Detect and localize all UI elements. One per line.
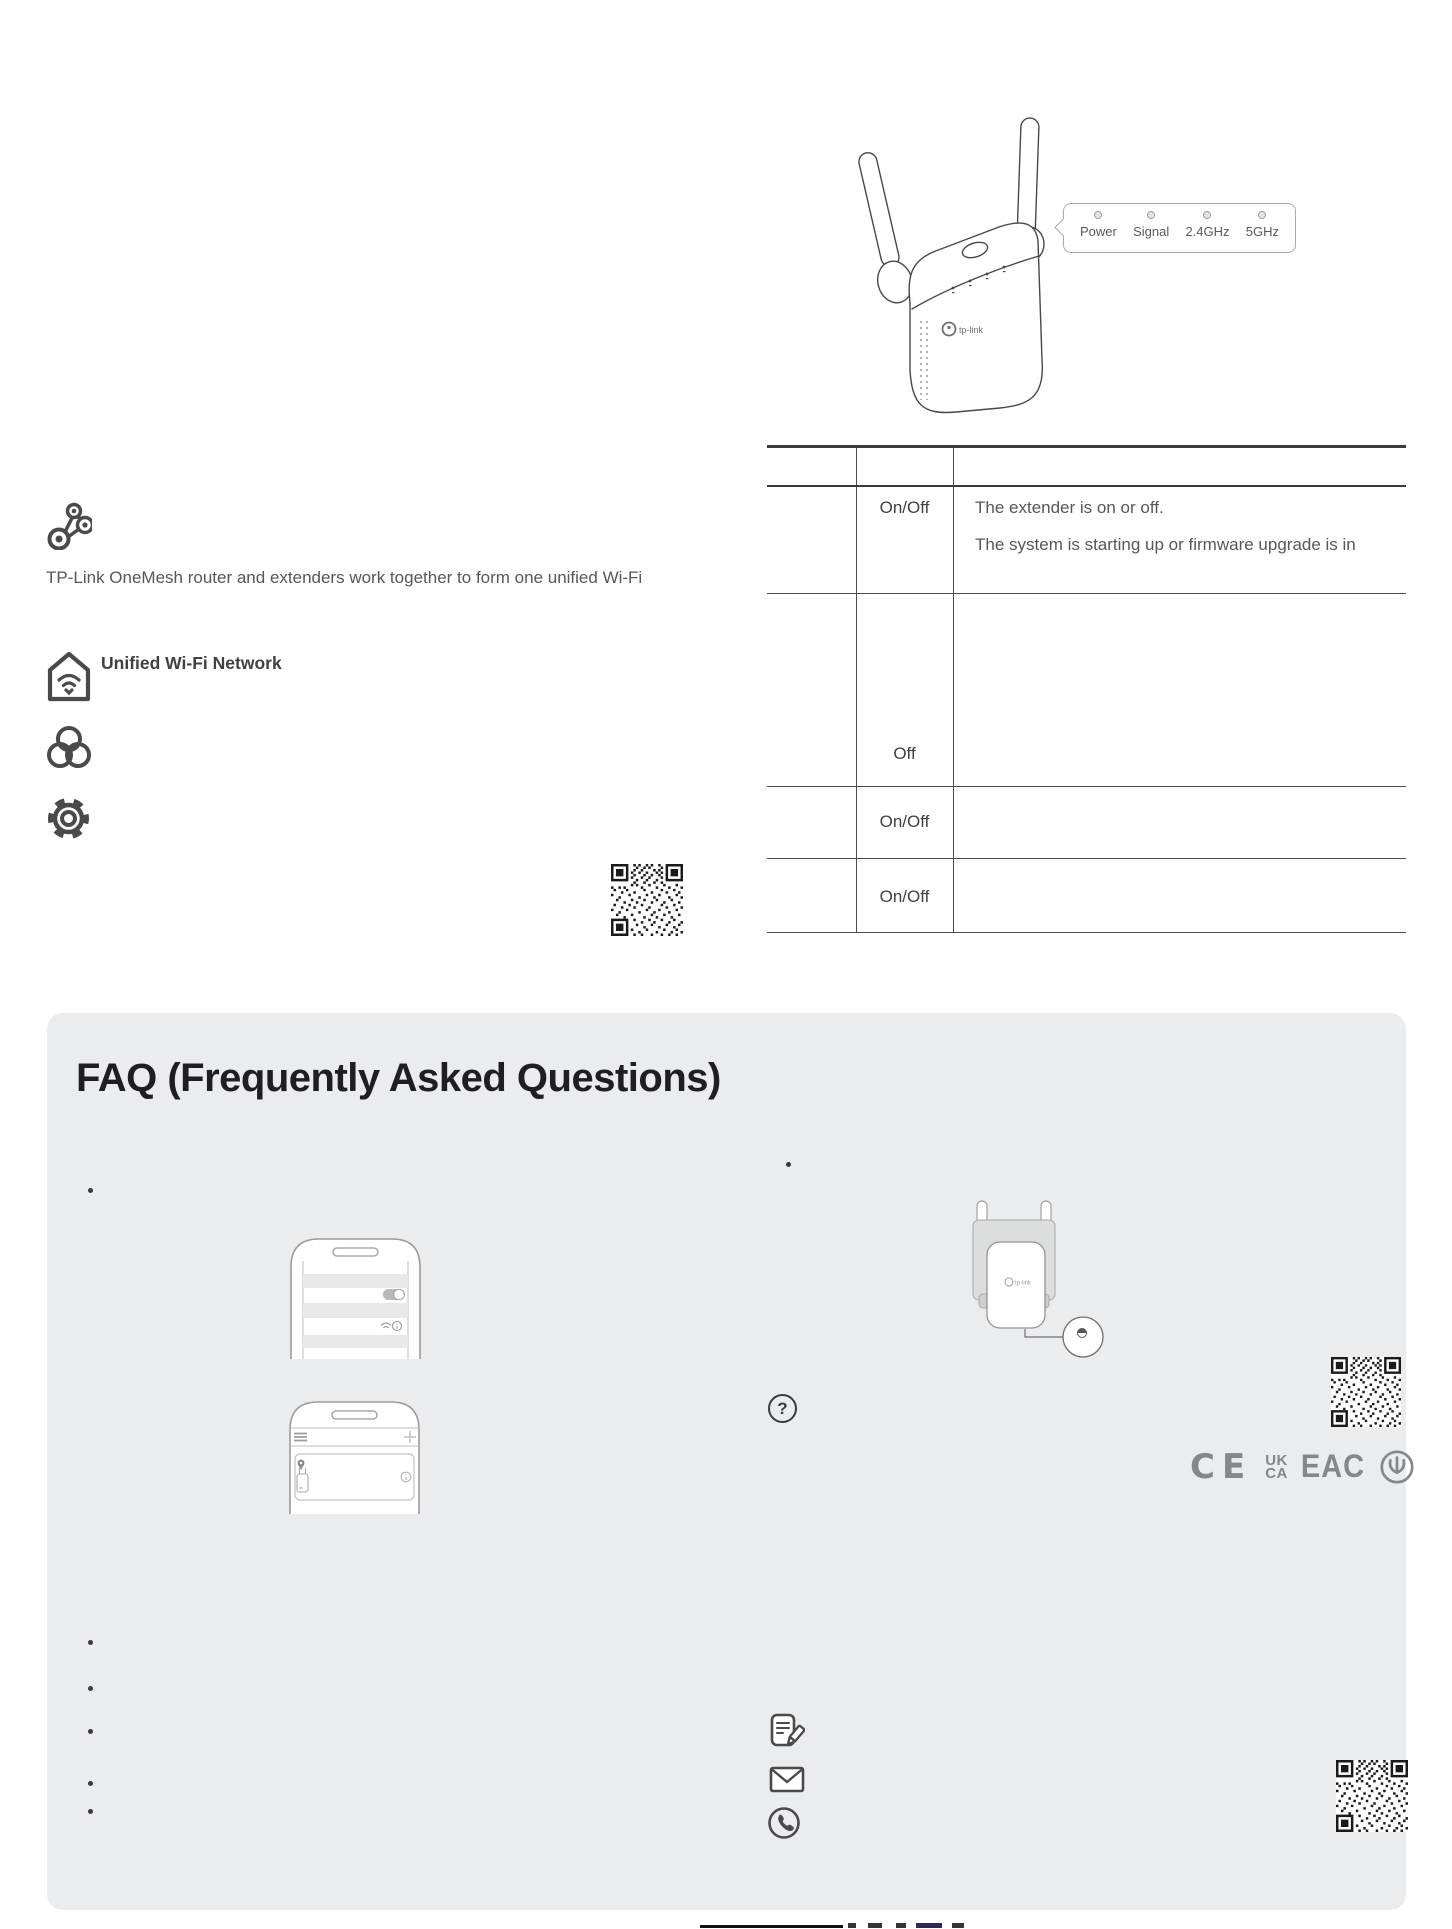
svg-text:tp-link: tp-link (1015, 1280, 1032, 1287)
table-cell-status: Off (893, 744, 916, 763)
led-dot-icon (1203, 211, 1211, 219)
led-label: Signal (1133, 224, 1170, 239)
led-24ghz (1185, 211, 1229, 252)
side-texture (917, 320, 932, 400)
qr-code-contact (1336, 1760, 1408, 1832)
table-header-line (767, 485, 1406, 487)
ce-mark: CE (1190, 1447, 1253, 1487)
question-circle-icon: ? (768, 1394, 797, 1423)
device-card (295, 1454, 414, 1500)
list-row (303, 1303, 408, 1318)
led-callout (1063, 203, 1296, 253)
table-divider (856, 448, 857, 932)
table-cell-status: On/Off (879, 887, 930, 906)
led-5ghz (1246, 211, 1279, 252)
table-cell-desc: The system is starting up or firmware upgrade is in (975, 535, 1356, 554)
footer-cropped-text-fragment (848, 1923, 856, 1928)
antenna-left (857, 151, 901, 268)
led-label: Power (1080, 224, 1117, 239)
led-dot-icon (1147, 211, 1155, 219)
onemesh-intro-text: TP-Link OneMesh router and extenders work together to form one unified Wi-Fi (46, 568, 643, 587)
phone-app-illustration (282, 1398, 427, 1514)
reset-button-icon (1078, 1329, 1087, 1338)
phone-settings-illustration (283, 1227, 428, 1359)
table-cell-status: On/Off (879, 498, 930, 517)
table-row-line (767, 858, 1406, 859)
list-row (303, 1274, 408, 1288)
led-dot-icon (1094, 211, 1102, 219)
magnifier-connector-line (1025, 1329, 1063, 1337)
footer-crop-line (700, 1925, 843, 1928)
led-label: 2.4GHz (1185, 224, 1230, 239)
home-wifi-icon (44, 650, 94, 702)
led-label: 5GHz (1245, 224, 1279, 239)
info-icon (393, 1322, 402, 1331)
overlapping-circles-icon (46, 724, 92, 772)
faq-title: FAQ (Frequently Asked Questions) (76, 1056, 721, 1100)
mesh-network-icon (46, 502, 92, 550)
footer-cropped-text-fragment (868, 1923, 882, 1928)
note-pencil-icon (769, 1712, 805, 1750)
svg-text:tp-link: tp-link (959, 325, 984, 335)
led-power (1080, 211, 1117, 252)
bullet-dot (88, 1188, 93, 1193)
phone-speaker (332, 1411, 377, 1419)
table-divider (953, 448, 954, 932)
bullet-dot (88, 1640, 93, 1645)
table-cell-status: On/Off (879, 812, 930, 831)
ukca-mark: UK CA (1265, 1452, 1288, 1482)
ua-conformity-mark (1378, 1448, 1416, 1486)
footer-cropped-text-fragment (896, 1923, 906, 1928)
range-extender-illustration (853, 98, 1063, 425)
bullet-dot (88, 1729, 93, 1734)
bullet-dot (88, 1686, 93, 1691)
bullet-dot (786, 1162, 791, 1167)
footer-cropped-text-fragment (916, 1923, 942, 1928)
led-dot-icon (1258, 211, 1266, 219)
toggle-switch (383, 1289, 405, 1300)
feature-unified-wifi-label: Unified Wi-Fi Network (101, 653, 282, 673)
phone-speaker (333, 1248, 378, 1256)
led-signal (1133, 211, 1169, 252)
led-status-table (767, 445, 1406, 933)
bullet-dot (88, 1781, 93, 1786)
antenna-right (1017, 118, 1039, 241)
table-cell-desc: The extender is on or off. (975, 498, 1164, 517)
bullet-dot (88, 1809, 93, 1814)
gear-icon (46, 796, 91, 841)
qr-code-app (611, 864, 683, 936)
table-row-line (767, 593, 1406, 594)
eac-mark: EAC (1300, 1448, 1366, 1485)
footer-cropped-text-fragment (952, 1923, 964, 1928)
list-row (303, 1335, 408, 1348)
extender-reset-illustration (953, 1194, 1138, 1372)
phone-icon (767, 1806, 801, 1840)
compliance-marks (1190, 1444, 1416, 1490)
envelope-icon (769, 1766, 805, 1793)
table-row-line (767, 786, 1406, 787)
qr-code-support (1331, 1357, 1401, 1427)
